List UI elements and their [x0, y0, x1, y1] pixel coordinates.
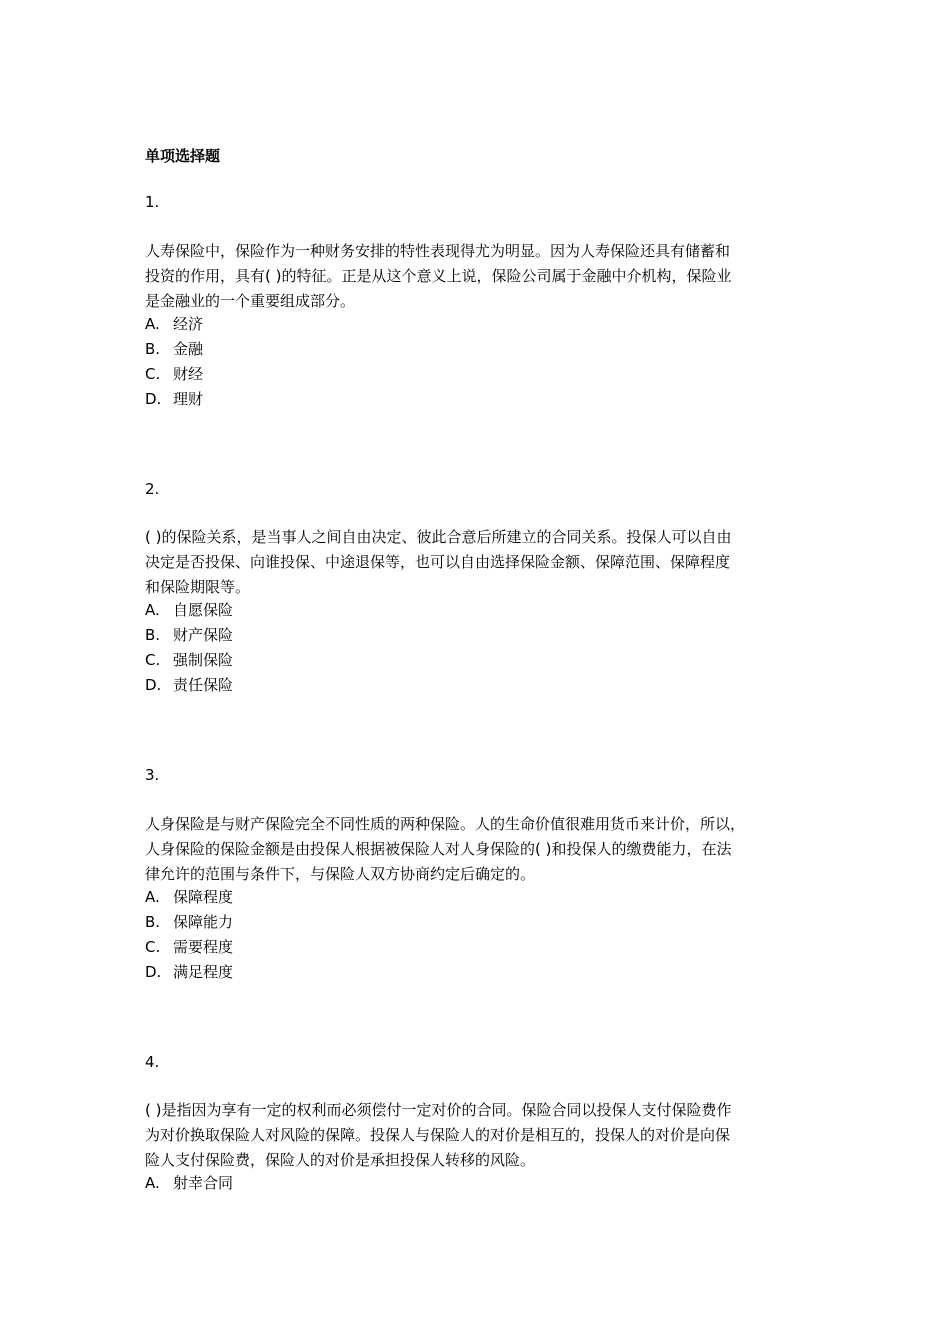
option-c	[145, 648, 745, 673]
option-letter: D.	[145, 390, 162, 408]
stem-line: 人身保险的保险金额是由投保人根据被保险人对人身保险的( )和投保人的缴费能力，在法	[145, 840, 732, 858]
option-text: 射幸合同	[173, 1174, 234, 1192]
question-stem	[145, 1098, 810, 1173]
option-text: 需要程度	[173, 938, 234, 956]
option-list	[145, 885, 745, 985]
option-b	[145, 623, 745, 648]
stem-line: 投资的作用，具有( )的特征。正是从这个意义上说，保险公司属于金融中介机构，保险业	[145, 267, 732, 285]
option-letter: A.	[145, 601, 160, 619]
option-a	[145, 885, 745, 910]
stem-line: 为对价换取保险人对风险的保障。投保人与保险人的对价是相互的，投保人的对价是向保	[145, 1126, 731, 1144]
question-stem	[145, 525, 810, 600]
option-text: 责任保险	[173, 676, 234, 694]
stem-line: 险人支付保险费，保险人的对价是承担投保人转移的风险。	[145, 1151, 536, 1169]
option-b	[145, 910, 745, 935]
option-text: 财产保险	[173, 626, 234, 644]
question-number: 4.	[145, 1053, 160, 1071]
option-c	[145, 935, 745, 960]
option-letter: C.	[145, 938, 161, 956]
question-stem	[145, 812, 810, 887]
option-d	[145, 673, 745, 698]
option-a	[145, 598, 745, 623]
option-text: 保障程度	[173, 888, 234, 906]
section-title: 单项选择题	[145, 147, 221, 165]
question-number: 2.	[145, 480, 160, 498]
option-letter: A.	[145, 888, 160, 906]
question-stem	[145, 239, 810, 314]
option-b	[145, 337, 745, 362]
option-list	[145, 1171, 745, 1196]
option-a	[145, 1171, 745, 1196]
option-text: 自愿保险	[173, 601, 234, 619]
question-number: 3.	[145, 766, 160, 784]
option-letter: D.	[145, 963, 162, 981]
option-letter: A.	[145, 315, 160, 333]
stem-line: ( )是指因为享有一定的权利而必须偿付一定对价的合同。保险合同以投保人支付保险费作	[145, 1101, 732, 1119]
option-letter: D.	[145, 676, 162, 694]
option-letter: B.	[145, 340, 161, 358]
stem-line: 和保险期限等。	[145, 578, 251, 596]
option-letter: B.	[145, 913, 161, 931]
question-number: 1.	[145, 193, 160, 211]
option-text: 财经	[173, 365, 204, 383]
option-letter: B.	[145, 626, 161, 644]
stem-line: 人身保险是与财产保险完全不同性质的两种保险。人的生命价值很难用货币来计价，所以，	[145, 815, 746, 833]
option-letter: C.	[145, 365, 161, 383]
option-d	[145, 960, 745, 985]
option-letter: C.	[145, 651, 161, 669]
option-a	[145, 312, 745, 337]
option-d	[145, 387, 745, 412]
option-list	[145, 312, 745, 412]
option-letter: A.	[145, 1174, 160, 1192]
option-text: 金融	[173, 340, 204, 358]
option-list	[145, 598, 745, 698]
option-text: 满足程度	[173, 963, 234, 981]
stem-line: ( )的保险关系，是当事人之间自由决定、彼此合意后所建立的合同关系。投保人可以自由	[145, 528, 732, 546]
stem-line: 决定是否投保、向谁投保、中途退保等，也可以自由选择保险金额、保障范围、保障程度	[145, 553, 731, 571]
option-c	[145, 362, 745, 387]
option-text: 保障能力	[173, 913, 234, 931]
stem-line: 是金融业的一个重要组成部分。	[145, 292, 356, 310]
stem-line: 人寿保险中，保险作为一种财务安排的特性表现得尤为明显。因为人寿保险还具有储蓄和	[145, 242, 731, 260]
option-text: 经济	[173, 315, 204, 333]
option-text: 强制保险	[173, 651, 234, 669]
option-text: 理财	[173, 390, 204, 408]
stem-line: 律允许的范围与条件下，与保险人双方协商约定后确定的。	[145, 865, 536, 883]
